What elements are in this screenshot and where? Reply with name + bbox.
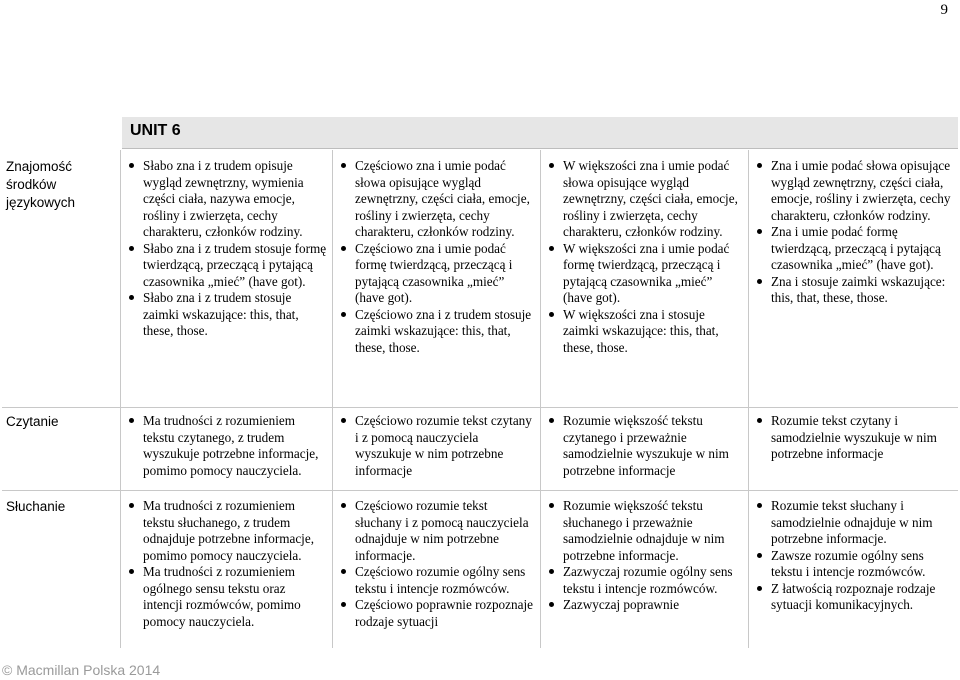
list-item: Częściowo poprawnie rozpoznaje rodzaje sytuacji	[336, 597, 536, 630]
list-item: Częściowo rozumie tekst słuchany i z pomocą nauczyciela odnajduje w nim potrzebne informacje.	[336, 498, 536, 564]
column-divider	[748, 150, 749, 648]
list-item: Zna i umie podać formę twierdzącą, przeczącą i pytającą czasownika „mieć” (have got).	[752, 224, 956, 274]
list-item: W większości zna i umie podać formę twierdzącą, przeczącą i pytającą czasownika „mieć” (have got).	[544, 241, 744, 307]
list-item: Częściowo rozumie tekst czytany i z pomocą nauczyciela wyszukuje w nim potrzebne informacje	[336, 413, 536, 479]
list-item: Słabo zna i z trudem opisuje wygląd zewnętrzny, wymienia części ciała, nazywa emocje, rośliny i zwierzęta, cechy charakteru, członków rodziny.	[124, 158, 328, 241]
list-item: Częściowo zna i z trudem stosuje zaimki wskazujące: this, that, these, those.	[336, 307, 536, 357]
list-item: W większości zna i umie podać słowa opisujące wygląd zewnętrzny, części ciała, emocje, rośliny i zwierzęta, cechy charakteru, członków rodziny.	[544, 158, 744, 241]
row-divider	[2, 490, 958, 491]
column-divider	[332, 150, 333, 648]
column-divider	[120, 150, 121, 648]
list-item: Częściowo rozumie ogólny sens tekstu i intencje rozmówców.	[336, 564, 536, 597]
cell-listening-grade-3	[544, 498, 744, 614]
row-label-language: Znajomość środków językowych	[6, 159, 76, 210]
page-number: 9	[940, 2, 948, 18]
unit-header-bar	[122, 117, 958, 149]
list-item: Z łatwością rozpoznaje rodzaje sytuacji komunikacyjnych.	[752, 581, 956, 614]
list-item: Ma trudności z rozumieniem tekstu słuchanego, z trudem odnajduje potrzebne informacje, pomimo pomocy nauczyciela.	[124, 498, 328, 564]
cell-reading-grade-1	[124, 413, 328, 479]
list-item: Słabo zna i z trudem stosuje formę twierdzącą, przeczącą i pytającą czasownika „mieć” (have got).	[124, 241, 328, 291]
list-item: Ma trudności z rozumieniem ogólnego sensu tekstu oraz intencji rozmówców, pomimo pomocy nauczyciela.	[124, 564, 328, 630]
list-item: Zna i stosuje zaimki wskazujące: this, that, these, those.	[752, 274, 956, 307]
cell-listening-grade-4	[752, 498, 956, 614]
cell-listening-grade-1	[124, 498, 328, 630]
list-item: Częściowo zna i umie podać formę twierdzącą, przeczącą i pytającą czasownika „mieć” (have got).	[336, 241, 536, 307]
cell-language-grade-1	[124, 158, 328, 340]
list-item: Zazwyczaj rozumie ogólny sens tekstu i intencje rozmówców.	[544, 564, 744, 597]
list-item: Rozumie większość tekstu słuchanego i przeważnie samodzielnie odnajduje w nim potrzebne informacje.	[544, 498, 744, 564]
cell-reading-grade-4	[752, 413, 956, 463]
row-label-listening: Słuchanie	[6, 499, 66, 514]
copyright-footer: © Macmillan Polska 2014	[2, 662, 161, 678]
list-item: Zna i umie podać słowa opisujące wygląd zewnętrzny, części ciała, emocje, rośliny i zwierzęta, cechy charakteru, członków rodziny.	[752, 158, 956, 224]
cell-reading-grade-3	[544, 413, 744, 479]
cell-listening-grade-2	[336, 498, 536, 630]
list-item: Częściowo zna i umie podać słowa opisujące wygląd zewnętrzny, części ciała, emocje, rośliny i zwierzęta, cechy charakteru, członków rodziny.	[336, 158, 536, 241]
list-item: Ma trudności z rozumieniem tekstu czytanego, z trudem wyszukuje potrzebne informacje, pomimo pomocy nauczyciela.	[124, 413, 328, 479]
cell-language-grade-3	[544, 158, 744, 356]
criteria-table	[2, 150, 958, 648]
cell-reading-grade-2	[336, 413, 536, 479]
list-item: Zawsze rozumie ogólny sens tekstu i intencje rozmówców.	[752, 548, 956, 581]
list-item: Rozumie tekst czytany i samodzielnie wyszukuje w nim potrzebne informacje	[752, 413, 956, 463]
row-divider	[2, 407, 958, 408]
list-item: Zazwyczaj poprawnie	[544, 597, 744, 614]
unit-title: UNIT 6	[130, 122, 181, 139]
cell-language-grade-4	[752, 158, 956, 307]
list-item: Rozumie większość tekstu czytanego i przeważnie samodzielnie wyszukuje w nim potrzebne informacje	[544, 413, 744, 479]
column-divider	[540, 150, 541, 648]
cell-language-grade-2	[336, 158, 536, 356]
list-item: Słabo zna i z trudem stosuje zaimki wskazujące: this, that, these, those.	[124, 290, 328, 340]
list-item: Rozumie tekst słuchany i samodzielnie odnajduje w nim potrzebne informacje.	[752, 498, 956, 548]
list-item: W większości zna i stosuje zaimki wskazujące: this, that, these, those.	[544, 307, 744, 357]
row-label-reading: Czytanie	[6, 414, 59, 429]
